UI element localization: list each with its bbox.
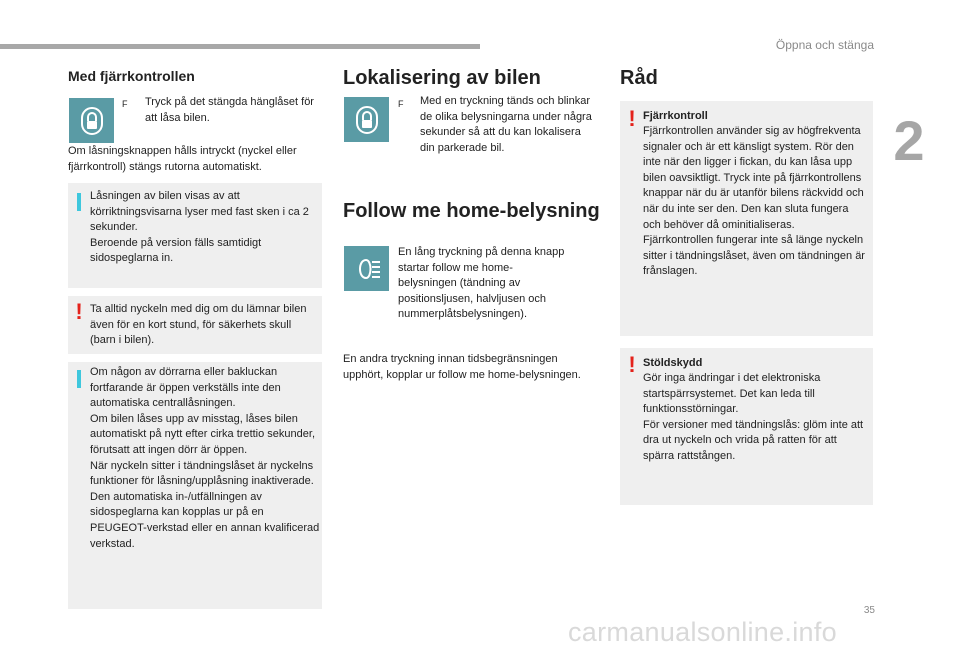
chapter-title: Öppna och stänga [775,38,874,52]
warning-text-theft: Gör inga ändringar i det elektroniska startspärrsystemet. Det kan leda till funktionsstörningar. För versioner med tändningslås: glöm inte att dra ut nyckeln och vrida på ratten för att spärra rattstången. [643,372,864,462]
padlock-icon [80,106,104,136]
info-marker-icon [77,370,81,388]
bullet-marker: F [122,99,128,109]
warning-icon: ! [628,106,636,131]
info-text-2: Om någon av dörrarna eller bakluckan fortfarande är öppen verkställs inte den automatiska centrallåsningen. Om bilen låses upp av misstag, låses bilen automatiskt på nytt efter cirka trettio sekunder, förutsatt att ingen dörr är öppen. När nyckeln sitter i tändningslåset är nyckelns funktioner för låsning/upplåsning inaktiverade. Den automatiska in-/utfällningen av sidospeglarna kan kopplas ur på en PEUGEOT-verkstad eller en annan kvalificerad verkstad. [90,366,320,550]
warning-text-1: Ta alltid nyckeln med dig om du lämnar bilen även för en kort stund, för säkerhets skull (barn i bilen). [90,303,307,347]
watermark: carmanualsonline.info [568,617,837,647]
col2-heading: Lokalisering av bilen [343,67,541,89]
warning-title-remote: Fjärrkontroll [643,110,708,122]
lock-button-tile [69,98,114,143]
info-text-1: Låsningen av bilen visas av att körriktningsvisarna lyser med fast sken i ca 2 sekunder. Beroende på version fälls samtidigt sidospeglarna in. [90,190,309,265]
col2-heading2: Follow me home-belysning [343,200,600,222]
page-number: 35 [863,605,875,616]
lock-button-tile [344,97,389,142]
info-marker-icon [77,193,81,211]
headlight-button-tile [344,246,389,291]
col1-bullet-text: Tryck på det stängda hänglåset för att låsa bilen. [145,96,314,124]
col3-heading: Råd [620,67,658,89]
col2-follow-text: En lång tryckning på denna knapp startar follow me home-belysningen (tändning av positionsljusen, halvljusen och nummerplåtsbelysningen). [398,246,565,321]
warning-icon: ! [628,352,636,377]
warning-icon: ! [75,299,83,324]
bullet-marker: F [398,99,404,109]
warning-text-remote: Fjärrkontrollen använder sig av högfrekventa signaler och är ett känsligt system. Rör den inte när den ligger i fickan, du kan låsa upp bilen oavsiktligt. Tryck inte på fjärrkontrollens knappar när du är utanför bilens räckvidd och när du inte ser den. Den kan sluta fungera och behöver då ominitialiseras. Fjärrkontrollen fungerar inte så länge nyckeln sitter i tändningslåset, även om tändningen är frånslagen. [643,125,865,278]
col2-paragraph: En andra tryckning innan tidsbegränsningen upphört, kopplar ur follow me home-belysningen. [343,353,581,381]
chapter-number: 2 [893,109,925,172]
warning-title-theft: Stöldskydd [643,357,703,369]
headlight-icon [352,257,382,281]
col2-bullet-text: Med en tryckning tänds och blinkar de olika belysningarna under några sekunder så att du kan lokalisera din parkerade bil. [420,95,592,154]
header-rule [0,44,480,49]
padlock-icon [355,105,379,135]
col1-paragraph: Om låsningsknappen hålls intryckt (nyckel eller fjärrkontroll) stängs rutorna automatiskt. [68,145,297,173]
col1-heading: Med fjärrkontrollen [68,68,195,84]
